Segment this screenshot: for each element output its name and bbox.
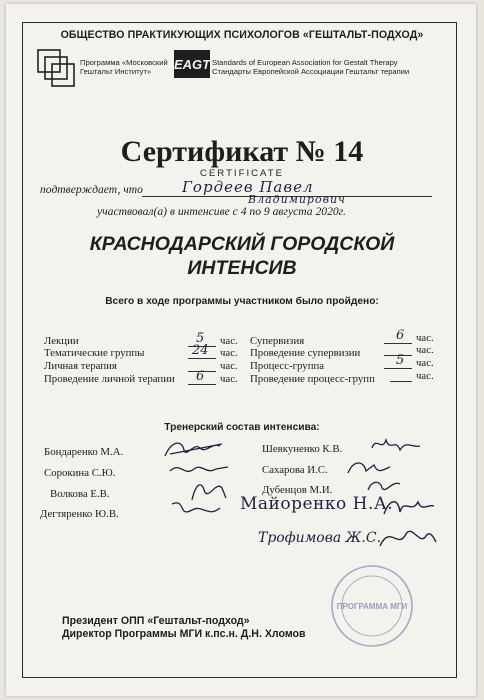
event-line-1: КРАСНОДАРСКИЙ ГОРОДСКОЙ (89, 233, 395, 255)
activity-label-conducting-process-groups: Проведение процесс-групп (250, 373, 375, 385)
eagt-standards (212, 58, 409, 76)
activity-label-thematic: Тематические группы (44, 347, 145, 359)
activity-label-therapy: Личная терапия (44, 360, 117, 372)
program-line-1: Программа «Московский (80, 58, 168, 67)
stamp-text: ПРОГРАММА МГИ (336, 602, 408, 611)
eagt-logo (174, 50, 210, 78)
activity-label-conducting-supervision: Проведение супервизии (250, 347, 361, 359)
footer-president: Президент ОПП «Гештальт-подход» (62, 615, 250, 627)
activity-label-supervision: Супервизия (250, 335, 305, 347)
participant-patronymic: Владимирович (248, 193, 346, 206)
value-line (384, 368, 412, 369)
unit: час. (416, 370, 434, 382)
event-name (0, 232, 484, 280)
unit: час. (220, 347, 238, 359)
activity-value-process-group: 5 (396, 353, 405, 368)
institute-logo (36, 48, 76, 88)
value-line (390, 381, 412, 382)
handwritten-trainer-1: Майоренко Н.А. (240, 494, 394, 514)
trainer-6: Сахарова И.С. (262, 464, 328, 476)
confirm-label: подтверждает, что (40, 183, 143, 196)
unit: час. (416, 332, 434, 344)
activity-value-supervision: 6 (396, 328, 405, 343)
activities-heading: Всего в ходе программы участником было пройдено: (105, 296, 379, 307)
activity-label-conducting-therapy: Проведение личной терапии (44, 373, 175, 385)
value-line (188, 358, 216, 359)
unit: час. (220, 373, 238, 385)
unit: час. (220, 335, 238, 347)
participated-text: участвовал(а) в интенсиве с (97, 205, 238, 218)
unit: час. (220, 360, 238, 372)
participation-year: 2020г. (315, 205, 346, 218)
trainer-5: Шевкуненко К.В. (262, 443, 343, 455)
signature-7 (364, 474, 404, 496)
event-line-2: ИНТЕНСИВ (187, 257, 297, 279)
unit: час. (416, 344, 434, 356)
program-line-2: Гештальт Институт» (80, 67, 152, 77)
signature-4 (168, 496, 228, 522)
value-line (188, 384, 216, 385)
participation-dates: 4 по 9 августа (240, 205, 313, 218)
unit: час. (416, 357, 434, 369)
program-name (80, 58, 168, 76)
activity-value-thematic: 24 (192, 343, 209, 358)
certificate-subtitle: CERTIFICATE (199, 168, 284, 179)
activity-label-process-group: Процесс-группа (250, 360, 325, 372)
eagt-logo-text: EAGT (174, 57, 210, 72)
handwritten-trainer-2: Трофимова Ж.С. (258, 530, 382, 546)
organization-title: ОБЩЕСТВО ПРАКТИКУЮЩИХ ПСИХОЛОГОВ «ГЕШТАЛЬТ-ПОДХОД» (60, 29, 424, 41)
value-line (384, 343, 412, 344)
signature-8 (380, 494, 436, 520)
participated-label (97, 205, 346, 218)
eagt-line-1: Standards of European Association for Gestalt Therapy (212, 58, 398, 67)
program-stamp (318, 558, 426, 648)
trainer-1: Бондаренко М.А. (44, 446, 124, 458)
trainer-4: Дегтяренко Ю.В. (40, 508, 119, 520)
certificate-title: Сертификат № 14 (120, 135, 364, 168)
activity-value-lectures: 5 (196, 331, 205, 346)
trainers-heading: Тренерский состав интенсива: (164, 422, 320, 433)
participant-name: Гордеев Павел (182, 178, 314, 196)
trainer-2: Сорокина С.Ю. (44, 467, 116, 479)
signature-9 (376, 520, 438, 556)
trainer-3: Волкова Е.В. (50, 488, 110, 500)
activity-label-lectures: Лекции (44, 335, 79, 347)
eagt-line-2: Стандарты Европейской Ассоциации Гештальт терапии (212, 67, 410, 77)
activity-value-conducting-therapy: 6 (196, 369, 205, 384)
footer-director: Директор Программы МГИ к.пс.н. Д.Н. Хломов (62, 628, 306, 640)
trainer-7: Дубенцов М.И. (262, 484, 333, 496)
